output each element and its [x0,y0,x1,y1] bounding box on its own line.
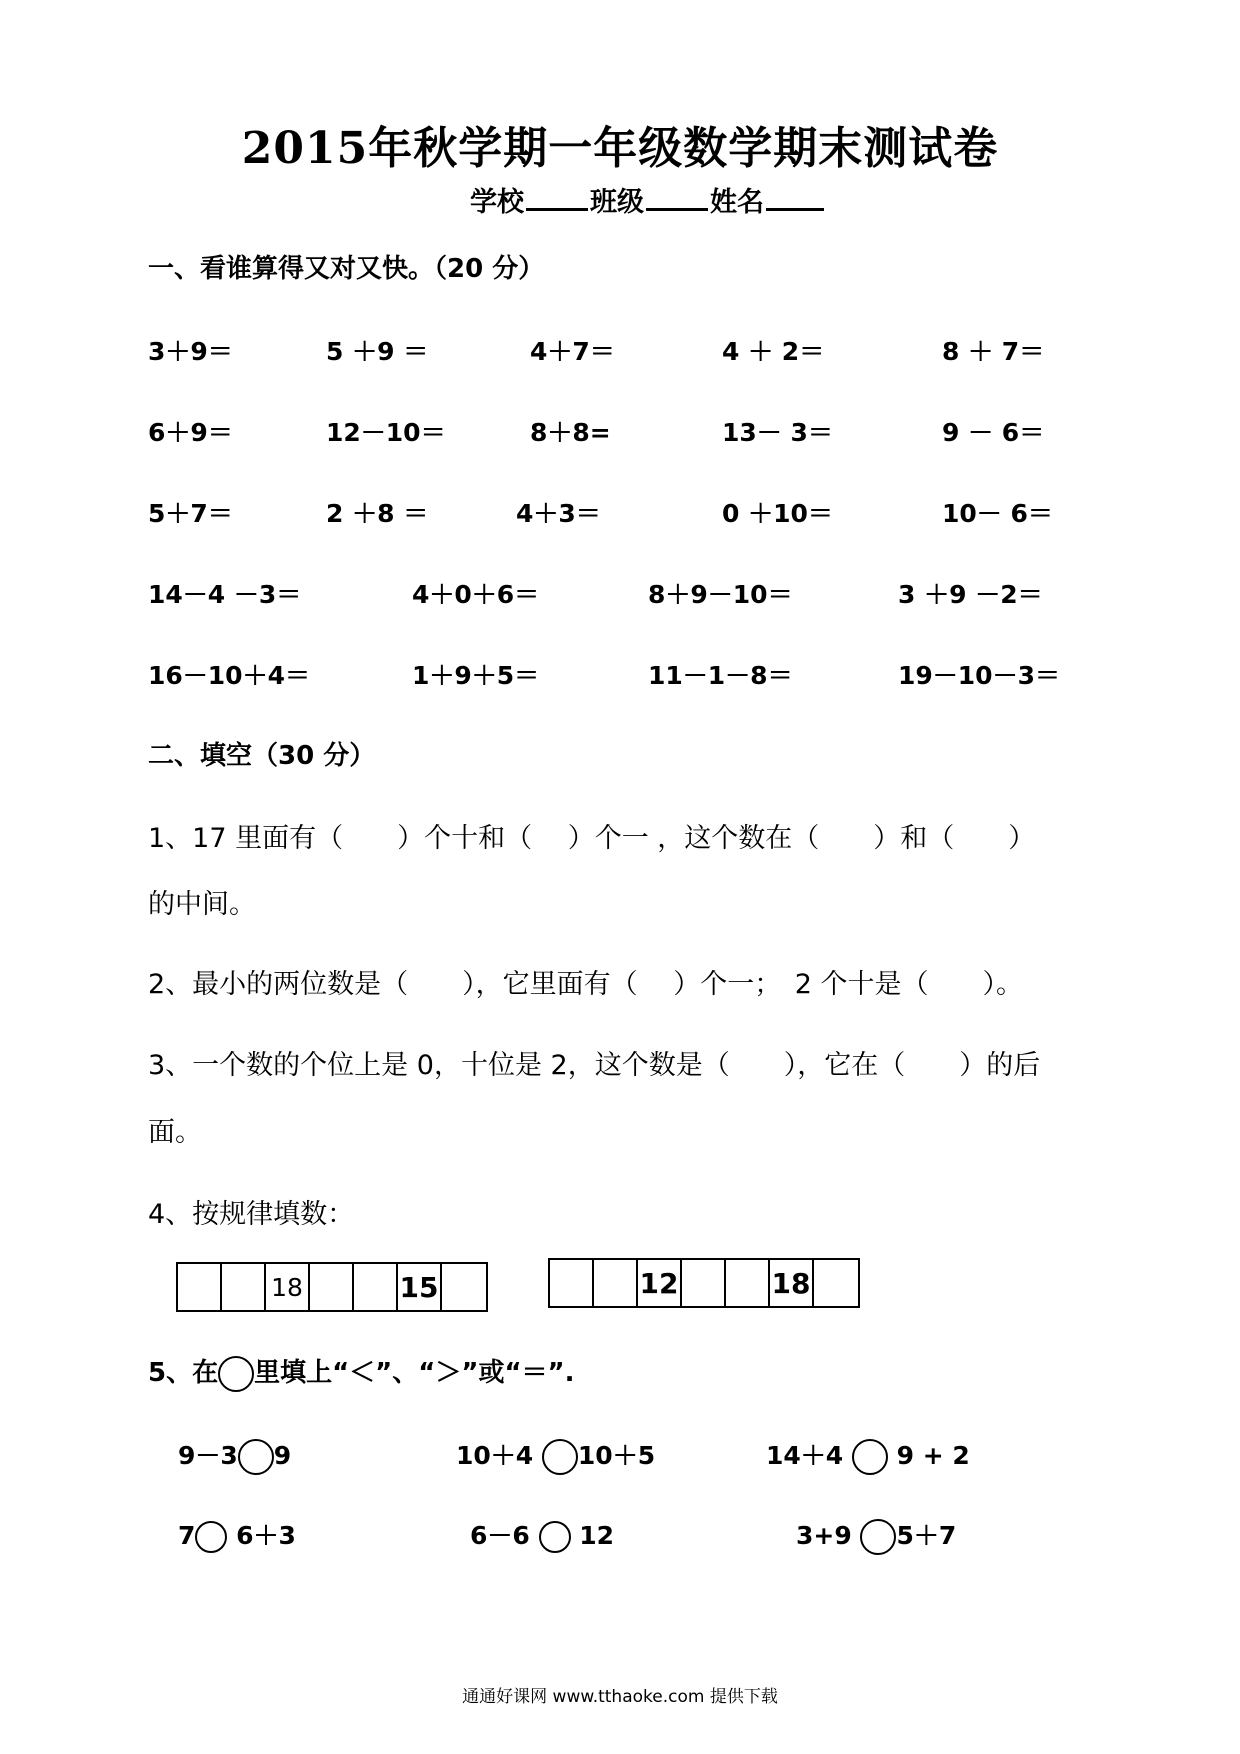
compare-right: 10＋5 [577,1441,656,1470]
sequence-cell[interactable] [550,1260,594,1306]
question-4: 4、按规律填数： [148,1199,355,1230]
compare-left: 14＋4 [766,1441,844,1470]
equation: 0 ＋10＝ [722,499,833,528]
sequence-cell[interactable] [814,1260,858,1306]
sequence-boxes-2 [548,1258,860,1308]
equation: 5＋7＝ [148,499,233,528]
question-1: 1、17 里面有（ ）个十和（ ）个一 ，这个数在（ ）和（ ） [148,823,1036,854]
question-5 [148,1352,575,1392]
sequence-cell[interactable] [310,1264,354,1310]
section1-heading: 一、看谁算得又对又快。（20 分） [148,254,545,284]
sequence-cell: 18 [770,1260,814,1306]
question-5-suffix: 里填上“＜”、“＞”或“＝”. [254,1358,575,1388]
name-blank [766,182,824,211]
sequence-cell: 12 [638,1260,682,1306]
question-2: 2、最小的两位数是（ ），它里面有（ ）个一； 2 个十是（ ）。 [148,969,1024,1000]
equation: 4＋7＝ [530,337,615,366]
compare-left: 9－3 [178,1441,238,1470]
compare-right: 5＋7 [896,1521,957,1550]
equation: 6＋9＝ [148,418,233,447]
sequence-cell[interactable] [726,1260,770,1306]
comparison-item [796,1516,956,1555]
equation: 12－10＝ [326,418,446,447]
equation: 3＋9＝ [148,337,233,366]
equation: 8 ＋ 7＝ [942,337,1045,366]
student-info [470,180,826,219]
sequence-cell: 15 [398,1264,442,1310]
question-5-prefix: 5、在 [148,1358,219,1388]
comparison-item [178,1436,291,1475]
sequence-cell[interactable] [222,1264,266,1310]
comparison-item [470,1516,614,1553]
circle-icon [218,1356,254,1392]
question-3: 3、一个数的个位上是 0，十位是 2，这个数是（ ），它在（ ）的后 [148,1050,1041,1081]
compare-circle[interactable] [860,1519,896,1555]
equation: 13－ 3＝ [722,418,833,447]
footer-credit: 通通好课网 www.tthaoke.com 提供下载 [462,1687,778,1707]
comparison-item [456,1436,655,1475]
equation: 4＋0＋6＝ [412,580,540,609]
school-label: 学校 [470,187,524,218]
equation: 8＋9－10＝ [648,580,793,609]
equation: 10－ 6＝ [942,499,1053,528]
equation: 3 ＋9 －2＝ [898,580,1043,609]
compare-right: 9 [273,1441,292,1470]
sequence-cell[interactable] [594,1260,638,1306]
compare-circle[interactable] [195,1521,227,1553]
sequence-cell: 18 [266,1264,310,1310]
section2-heading: 二、填空（30 分） [148,741,376,771]
sequence-cell[interactable] [682,1260,726,1306]
equation: 4＋3＝ [516,499,601,528]
question-3-cont: 面。 [148,1117,202,1148]
compare-left: 7 [178,1521,196,1550]
equation: 5 ＋9 ＝ [326,337,429,366]
compare-circle[interactable] [852,1439,888,1475]
name-label: 姓名 [710,187,764,218]
equation: 11－1－8＝ [648,661,793,690]
equation: 16－10＋4＝ [148,661,310,690]
sequence-cell[interactable] [442,1264,486,1310]
compare-left: 3+9 [796,1521,852,1550]
compare-right: 12 [579,1521,615,1550]
equation: 8＋8= [530,418,611,447]
equation: 14－4 －3＝ [148,580,302,609]
question-1-cont: 的中间。 [148,889,256,920]
sequence-boxes-1 [176,1262,488,1312]
equation: 1＋9＋5＝ [412,661,540,690]
class-blank [646,182,708,211]
equation: 2 ＋8 ＝ [326,499,429,528]
page-title: 2015年秋学期一年级数学期末测试卷 [241,123,999,174]
compare-circle[interactable] [238,1439,274,1475]
compare-circle[interactable] [539,1521,571,1553]
equation: 9 － 6＝ [942,418,1045,447]
comparison-item [766,1436,970,1475]
equation: 4 ＋ 2＝ [722,337,825,366]
compare-circle[interactable] [542,1439,578,1475]
equation: 19－10－3＝ [898,661,1060,690]
comparison-item [178,1516,296,1553]
compare-right: 9 + 2 [896,1441,970,1470]
sequence-cell[interactable] [354,1264,398,1310]
class-label: 班级 [590,187,644,218]
compare-left: 10＋4 [456,1441,534,1470]
compare-left: 6－6 [470,1521,530,1550]
compare-right: 6＋3 [236,1521,296,1550]
school-blank [526,182,588,211]
sequence-cell[interactable] [178,1264,222,1310]
